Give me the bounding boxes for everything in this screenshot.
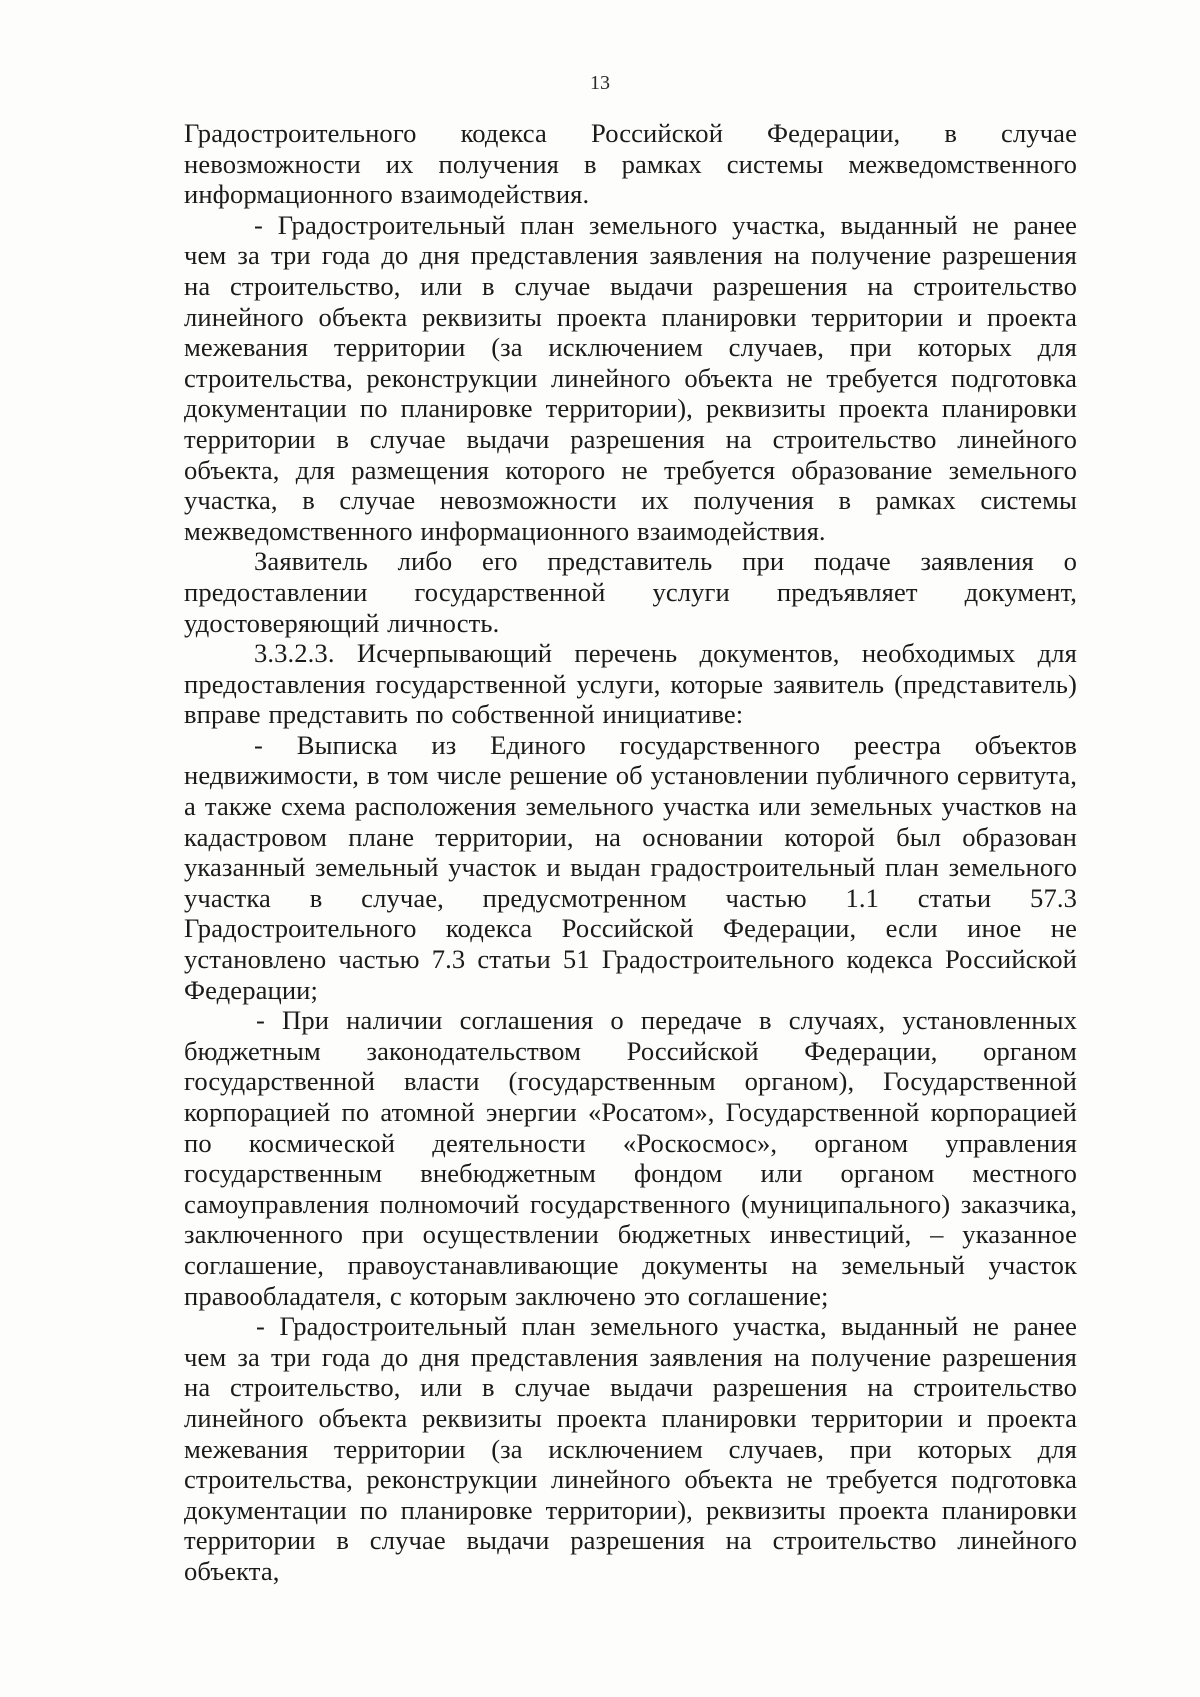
page-number: 13	[590, 72, 610, 94]
document-body	[184, 118, 1077, 1587]
paragraph-gradplan-item-repeat: - Градостроительный план земельного участка, выданный не ранее чем за три года до дня представления заявления на получение разрешения на строительство, или в случае выдачи разрешения на строительство линейного объекта реквизиты проекта планировки территории и проекта межевания территории (за исключением случаев, при которых для строительства, реконструкции линейного объекта не требуется подготовка документации по планировке территории), реквизиты проекта планировки территории в случае выдачи разрешения на строительство линейного объекта,	[184, 1311, 1077, 1586]
paragraph-identity-document: Заявитель либо его представитель при подаче заявления о предоставлении государственной услуги предъявляет документ, удостоверяющий личность.	[184, 546, 1077, 638]
paragraph-section-3-3-2-3: 3.3.2.3. Исчерпывающий перечень документов, необходимых для предоставления государственной услуги, которые заявитель (представитель) вправе представить по собственной инициативе:	[184, 638, 1077, 730]
paragraph-agreement-item: - При наличии соглашения о передаче в случаях, установленных бюджетным законодательством Российской Федерации, органом государственной власти (государственным органом), Государственной корпорацией по атомной энергии «Росатом», Государственной корпорацией по космической деятельности «Роскосмос», органом управления государственным внебюджетным фондом или органом местного самоуправления полномочий государственного (муниципального) заказчика, заключенного при осуществлении бюджетных инвестиций, – указанное соглашение, правоустанавливающие документы на земельный участок правообладателя, с которым заключено это соглашение;	[184, 1005, 1077, 1311]
paragraph-continuation: Градостроительного кодекса Российской Федерации, в случае невозможности их получения в рамках системы межведомственного информационного взаимодействия.	[184, 118, 1077, 210]
paragraph-egrn-extract-item: - Выписка из Единого государственного реестра объектов недвижимости, в том числе решение об установлении публичного сервитута, а также схема расположения земельного участка или земельных участков на кадастровом плане территории, на основании которой был образован указанный земельный участок и выдан градостроительный план земельного участка в случае, предусмотренном частью 1.1 статьи 57.3 Градостроительного кодекса Российской Федерации, если иное не установлено частью 7.3 статьи 51 Градостроительного кодекса Российской Федерации;	[184, 729, 1077, 1005]
paragraph-gradplan-item: - Градостроительный план земельного участка, выданный не ранее чем за три года до дня представления заявления на получение разрешения на строительство, или в случае выдачи разрешения на строительство линейного объекта реквизиты проекта планировки территории и проекта межевания территории (за исключением случаев, при которых для строительства, реконструкции линейного объекта не требуется подготовка документации по планировке территории), реквизиты проекта планировки территории в случае выдачи разрешения на строительство линейного объекта, для размещения которого не требуется образование земельного участка, в случае невозможности их получения в рамках системы межведомственного информационного взаимодействия.	[184, 209, 1077, 546]
